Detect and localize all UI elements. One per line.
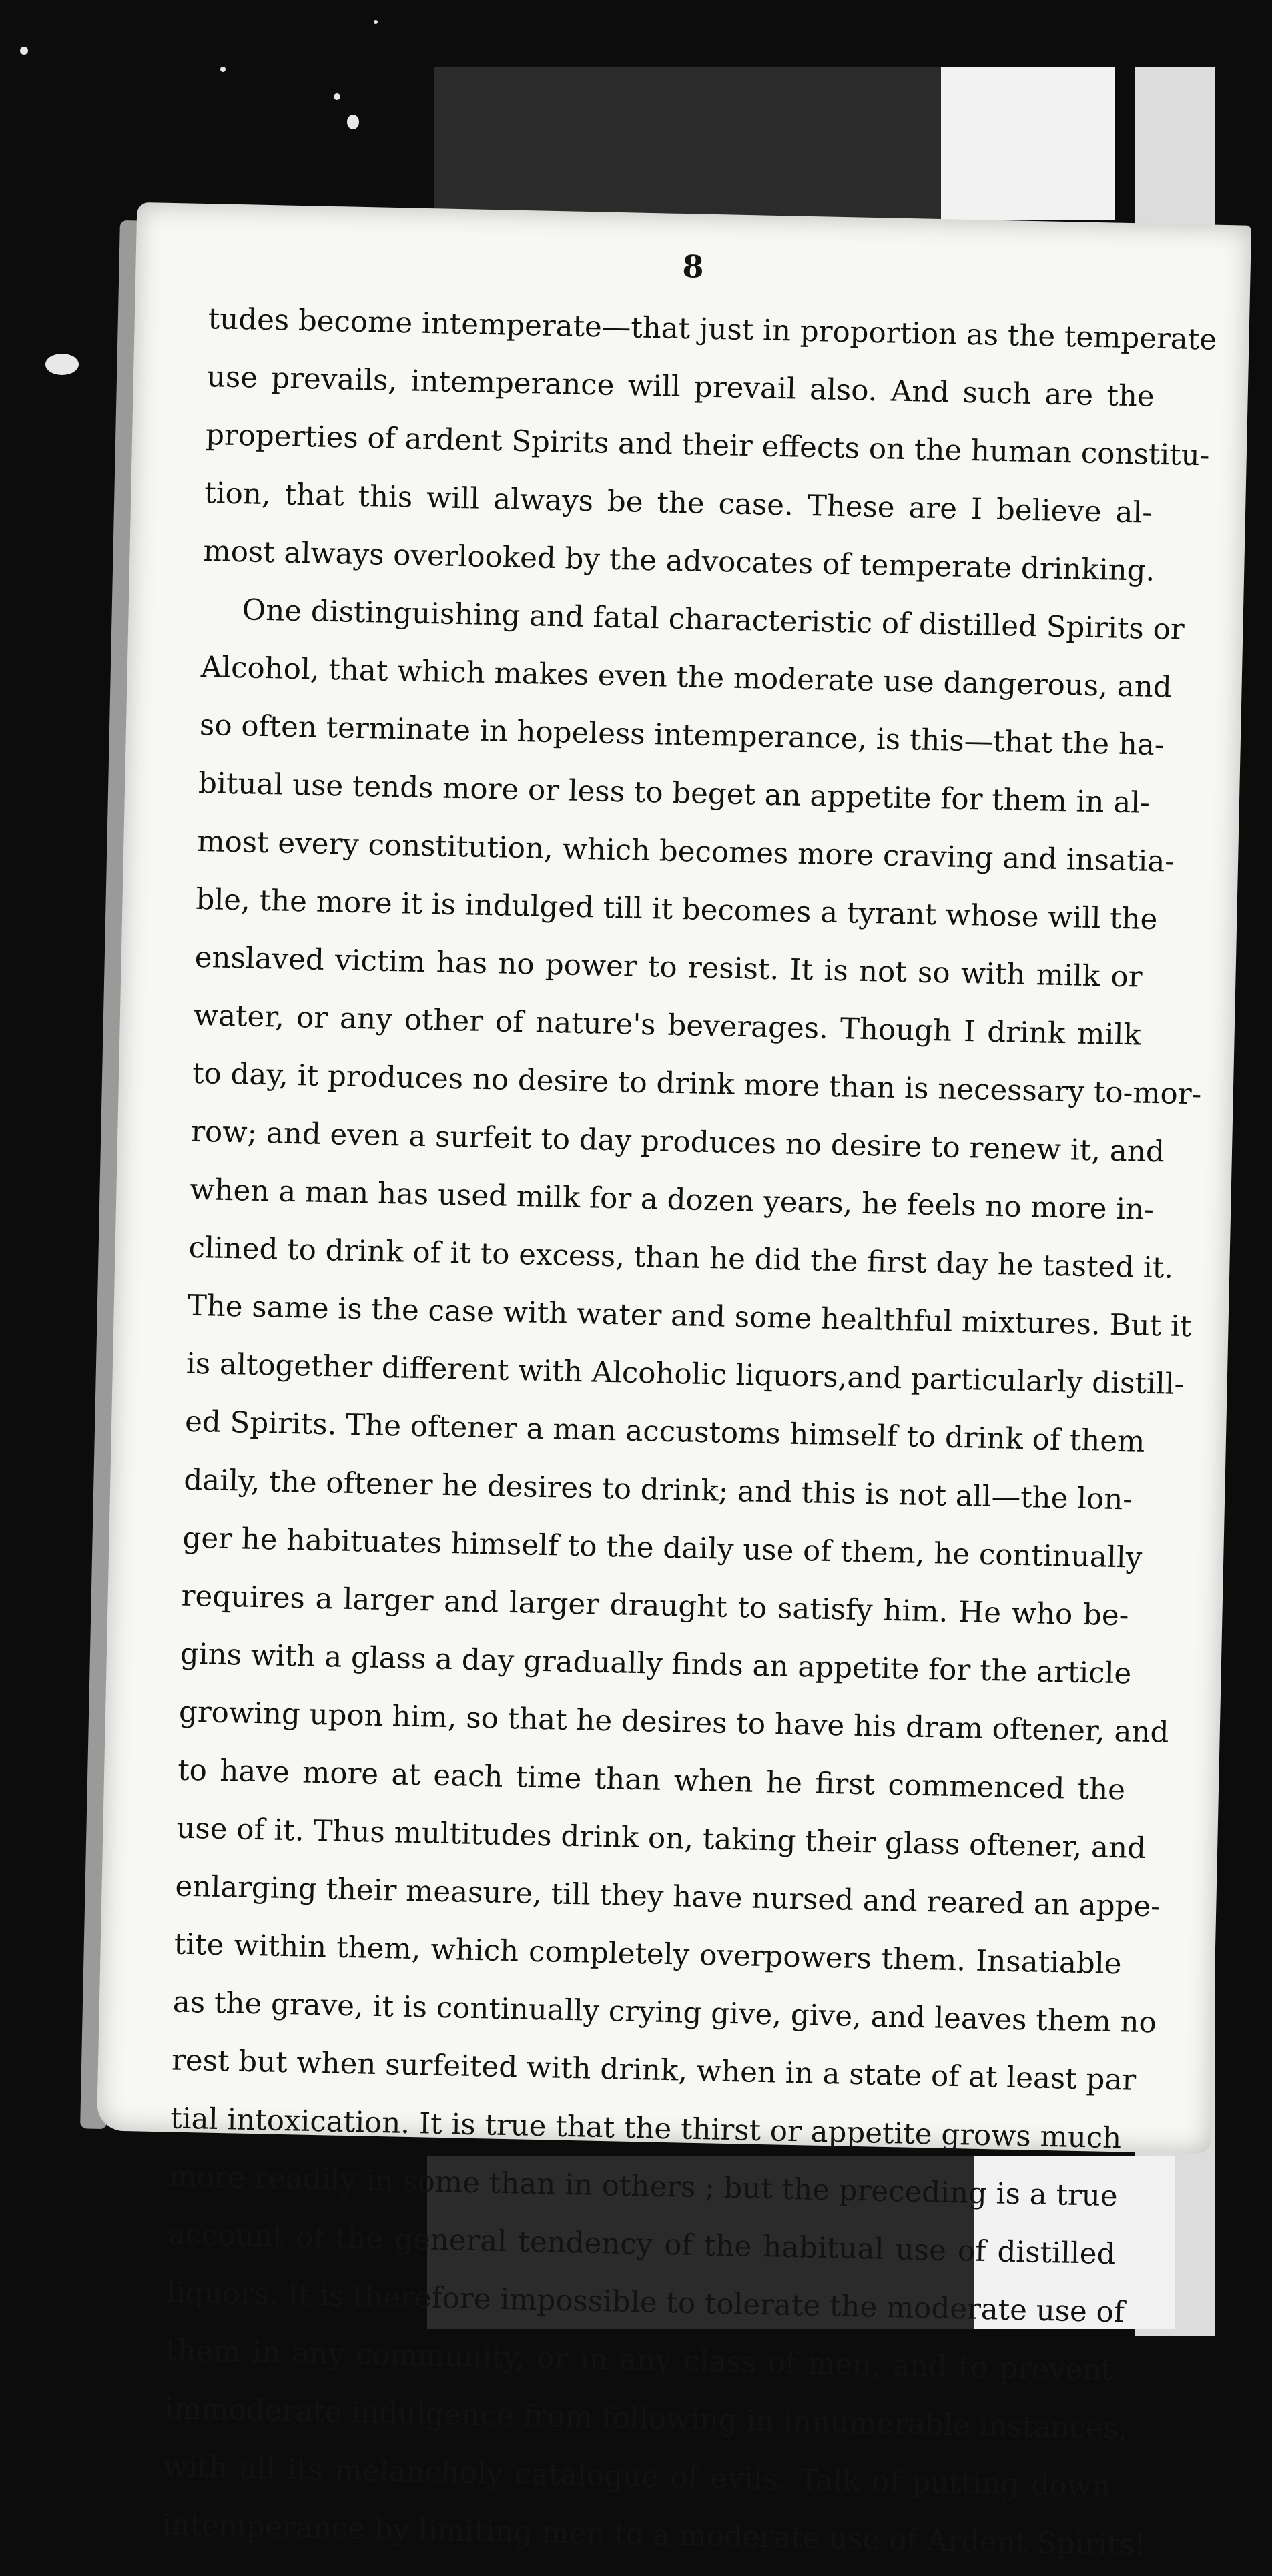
- text-line: ble, the more it is indulged till it becomes a tyrant whose will the: [196, 882, 1158, 937]
- dust-speck: [347, 115, 359, 129]
- dust-speck: [220, 67, 226, 72]
- text-line: clined to drink of it to excess, than he did the first day he tasted it.: [188, 1231, 1174, 1285]
- dust-speck: [374, 20, 378, 24]
- text-line: use prevails, intemperance will prevail also. And such are the: [206, 360, 1155, 414]
- text-line: most every constitution, which becomes more craving and insatia-: [196, 824, 1175, 879]
- text-line: growing upon him, so that he desires to have his dram oftener, and: [178, 1695, 1169, 1750]
- text-line: more readily in some than in others ; but the preceding is a true: [168, 2160, 1119, 2214]
- text-line: when a man has used milk for a dozen years, he feels no more in-: [189, 1173, 1155, 1227]
- text-line: ed Spirits. The oftener a man accustoms himself to drink of them: [184, 1405, 1145, 1459]
- text-line: with all its melancholy catalogue of evils. Talk of putting down: [162, 2450, 1111, 2504]
- text-line: tudes become intemperate—that just in proportion as the temperate: [208, 302, 1217, 357]
- text-line: enslaved victim has no power to resist. It is not so with milk or: [194, 940, 1143, 994]
- text-line: row; and even a surfeit to day produces no desire to renew it, and: [190, 1114, 1165, 1169]
- text-line: rest but when surfeited with drink, when in a state of at least par: [171, 2043, 1137, 2098]
- text-line: ger he habituates himself to the daily use of them, he continually: [182, 1521, 1143, 1575]
- text-line: bitual use tends more or less to beget an appetite for them in al-: [198, 766, 1151, 820]
- text-line: so often terminate in hopeless intemperance, is this—that the ha-: [199, 708, 1165, 763]
- text-line: tion, that this will always be the case. These are I believe al-: [204, 476, 1153, 530]
- backing-strip-top-right: [941, 67, 1115, 220]
- text-line: liquors. It is therefore impossible to tolerate the moderate use of: [166, 2276, 1125, 2330]
- text-line: intemperance by limiting men to a moderate use of Ardent Spirits!: [162, 2508, 1147, 2563]
- text-line: water, or any other of nature's beverages. Though I drink milk: [193, 998, 1142, 1052]
- paragraph-1: [202, 290, 1217, 601]
- dust-speck: [20, 47, 28, 55]
- text-line: The same is the case with water and some healthful mixtures. But it: [187, 1289, 1192, 1344]
- text-line: immoderate indulgence from following in innumerable instances,: [164, 2392, 1128, 2446]
- dust-speck: [45, 354, 79, 375]
- text-line: them in any community, or in any class of men, and to prevent: [165, 2334, 1114, 2388]
- text-line: tial intoxication. It is true that the thirst or appetite grows much: [170, 2102, 1122, 2156]
- paragraph-2: [162, 581, 1202, 2574]
- text-line: daily, the oftener he desires to drink; and this is not all—the lon-: [183, 1463, 1133, 1517]
- text-line: to day, it produces no desire to drink more than is necessary to-mor-: [192, 1056, 1202, 1112]
- book-page: [97, 202, 1251, 2563]
- text-line: is altogether different with Alcoholic liquors,and particularly distill-: [186, 1347, 1185, 1402]
- text-line: use of it. Thus multitudes drink on, taking their glass oftener, and: [176, 1811, 1147, 1866]
- text-line: account of the general tendency of the habitual use of distilled: [168, 2218, 1116, 2272]
- text-line: Alcohol, that which makes even the moderate use dangerous, and: [200, 650, 1173, 705]
- text-line: most always overlooked by the advocates of temperate drinking.: [202, 535, 1155, 588]
- page-number: 8: [682, 248, 705, 285]
- text-line: as the grave, it is continually crying give, give, and leaves them no: [172, 1985, 1157, 2040]
- page-text: [162, 290, 1217, 2574]
- text-line: gins with a glass a day gradually finds an appetite for the article: [180, 1637, 1132, 1691]
- text-line: tite within them, which completely overpowers them. Insatiable: [174, 1927, 1122, 1981]
- backing-board-top: [434, 67, 941, 220]
- text-line: One distinguishing and fatal characteristic of distilled Spirits or: [242, 593, 1185, 647]
- text-line: properties of ardent Spirits and their effects on the human constitu-: [205, 418, 1210, 473]
- dust-speck: [334, 93, 340, 100]
- text-line: requires a larger and larger draught to satisfy him. He who be-: [181, 1579, 1129, 1633]
- text-line: enlarging their measure, till they have nursed and reared an appe-: [175, 1869, 1161, 1924]
- text-line: to have more at each time than when he first commenced the: [177, 1753, 1126, 1807]
